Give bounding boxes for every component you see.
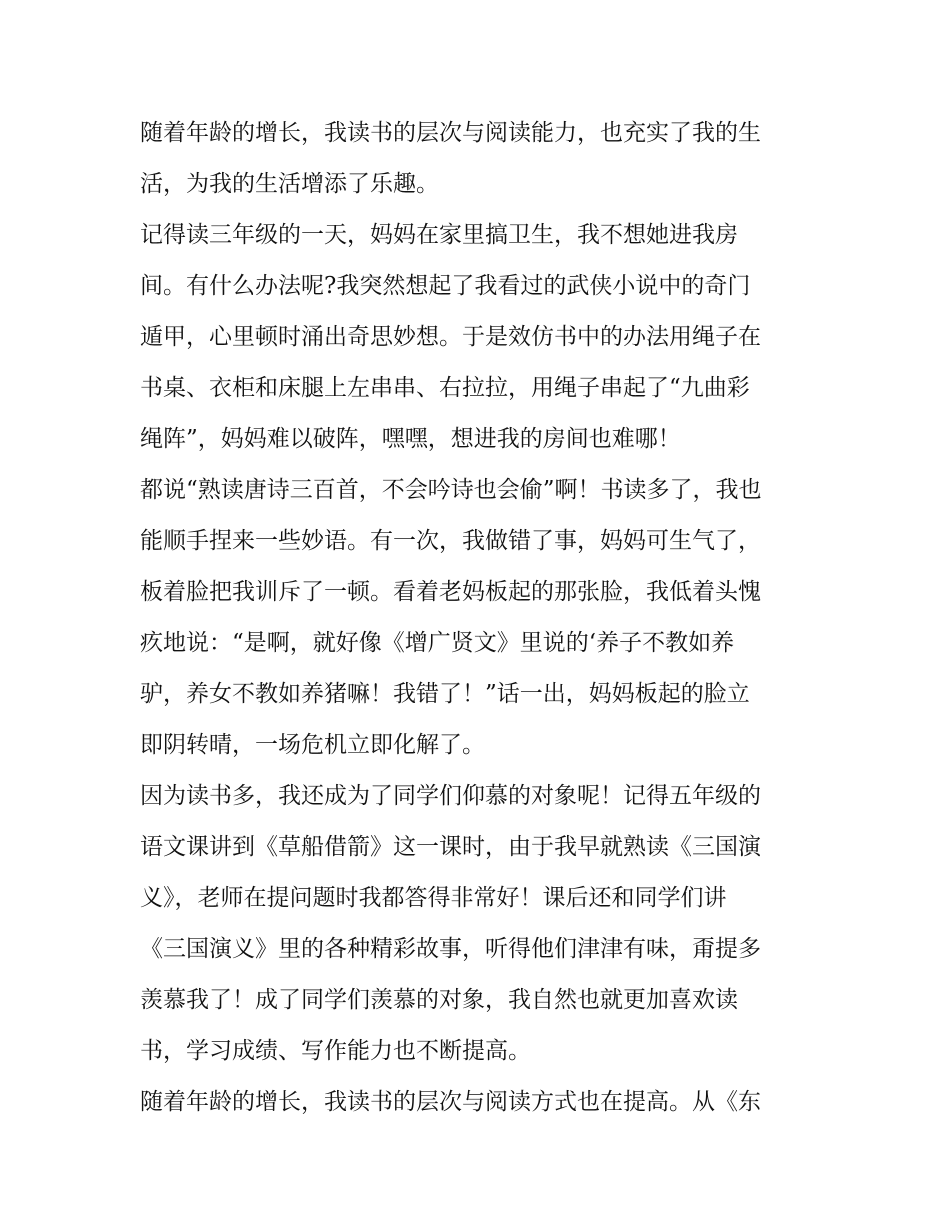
- text-line: 能顺手捏来一些妙语。有一次，我做错了事，妈妈可生气了，: [140, 528, 761, 554]
- text-line: 书桌、衣柜和床腿上左串串、右拉拉，用绳子串起了“九曲彩: [140, 375, 750, 401]
- text-line: 板着脸把我训斥了一顿。看着老妈板起的那张脸，我低着头愧: [140, 579, 761, 605]
- text-line: 义》，老师在提问题时我都答得非常好！课后还和同学们讲: [140, 885, 727, 911]
- text-line: 疚地说：“是啊，就好像《增广贤文》里说的‘养子不教如养: [140, 630, 735, 656]
- text-line: 记得读三年级的一天，妈妈在家里搞卫生，我不想她进我房: [140, 222, 738, 248]
- text-line: 因为读书多，我还成为了同学们仰慕的对象呢！记得五年级的: [140, 783, 761, 809]
- text-line: 遁甲，心里顿时涌出奇思妙想。于是效仿书中的办法用绳子在: [140, 324, 761, 350]
- text-line: 活，为我的生活增添了乐趣。: [140, 171, 439, 197]
- text-line: 《三国演义》里的各种精彩故事，听得他们津津有味，甭提多: [140, 936, 761, 962]
- text-line: 书，学习成绩、写作能力也不断提高。: [140, 1038, 531, 1064]
- text-line: 羡慕我了！成了同学们羡慕的对象，我自然也就更加喜欢读: [140, 987, 738, 1013]
- text-line: 语文课讲到《草船借箭》这一课时，由于我早就熟读《三国演: [140, 834, 761, 860]
- text-line: 驴，养女不教如养猪嘛！我错了！”话一出，妈妈板起的脸立: [140, 681, 750, 707]
- text-line: 随着年龄的增长，我读书的层次与阅读方式也在提高。从《东: [140, 1089, 761, 1115]
- text-line: 都说“熟读唐诗三百首，不会吟诗也会偷”啊！书读多了，我也: [140, 477, 762, 503]
- text-line: 随着年龄的增长，我读书的层次与阅读能力，也充实了我的生: [140, 120, 761, 146]
- text-line: 绳阵”，妈妈难以破阵，嘿嘿，想进我的房间也难哪！: [140, 426, 681, 452]
- document-body: [140, 108, 820, 1128]
- text-line: 即阴转晴，一场危机立即化解了。: [140, 732, 485, 758]
- text-line: 间。有什么办法呢?我突然想起了我看过的武侠小说中的奇门: [140, 273, 751, 299]
